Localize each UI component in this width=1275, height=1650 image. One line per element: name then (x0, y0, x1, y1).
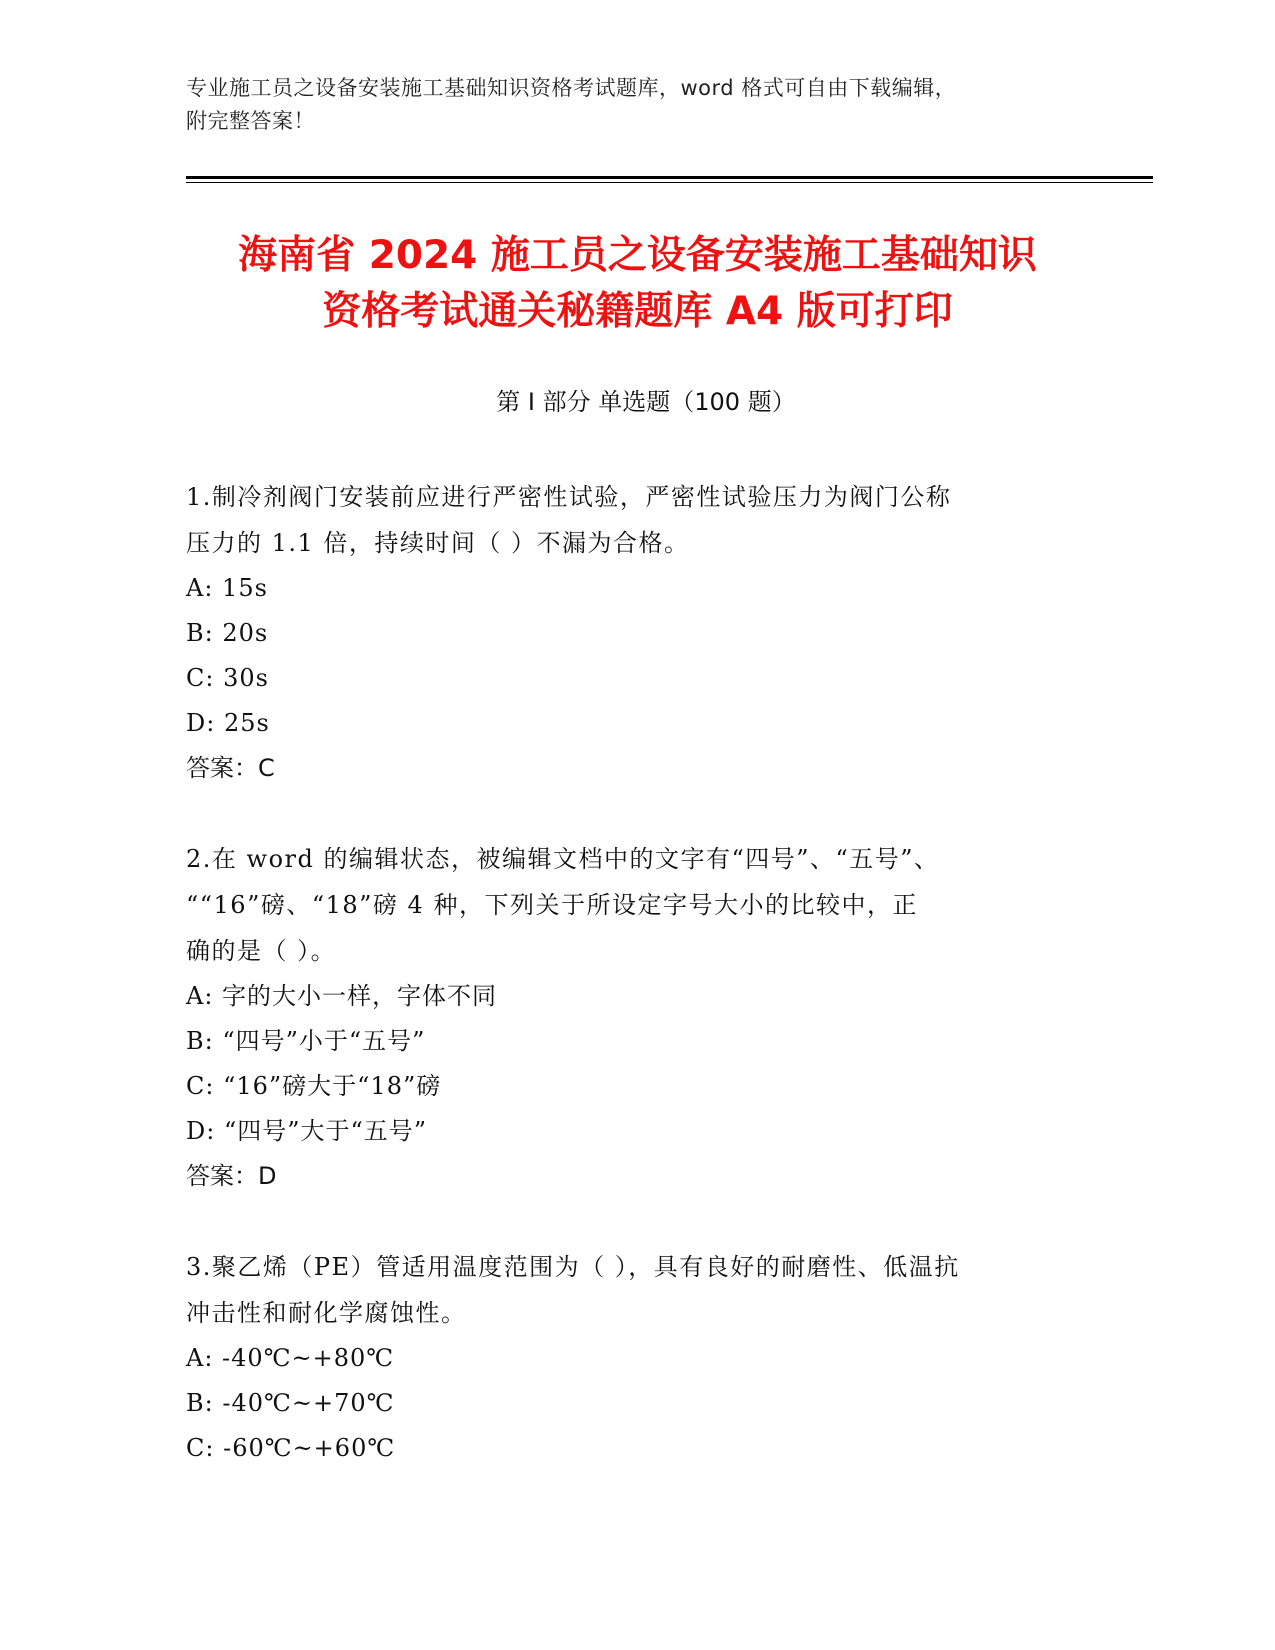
option-d: D: 25s (186, 709, 270, 737)
question-stem: 1.制冷剂阀门安装前应进行严密性试验，严密性试验压力为阀门公称 (186, 483, 952, 511)
question-stem: 2.在 word 的编辑状态，被编辑文档中的文字有“四号”、“五号”、 (186, 845, 940, 873)
answer: 答案：D (186, 1162, 277, 1190)
header-note (186, 72, 1106, 138)
option-a: A: 字的大小一样，字体不同 (186, 982, 498, 1010)
header-divider-thick (186, 176, 1153, 179)
header-note-line: 专业施工员之设备安装施工基础知识资格考试题库，word 格式可自由下载编辑， (186, 76, 957, 100)
question-stem: ““16”磅、“18”磅 4 种，下列关于所设定字号大小的比较中，正 (186, 891, 918, 919)
question-stem: 3.聚乙烯（PE）管适用温度范围为（ ），具有良好的耐磨性、低温抗 (186, 1253, 960, 1281)
header-divider-thin (186, 182, 1153, 183)
section-title: 第 I 部分 单选题（100 题） (496, 388, 796, 416)
question-list (186, 474, 1086, 1516)
option-d: D: “四号”大于“五号” (186, 1117, 428, 1145)
question-stem: 确的是（ ）。 (186, 937, 337, 965)
option-c: C: 30s (186, 664, 269, 692)
question-2 (186, 836, 1086, 1199)
option-b: B: “四号”小于“五号” (186, 1027, 426, 1055)
question-1 (186, 474, 1086, 791)
answer: 答案：C (186, 754, 275, 782)
document-title-line: 海南省 2024 施工员之设备安装施工基础知识 (238, 233, 1037, 278)
question-stem: 冲击性和耐化学腐蚀性。 (186, 1299, 467, 1327)
option-c: C: -60℃~+60℃ (186, 1434, 396, 1462)
option-a: A: 15s (186, 574, 268, 602)
option-b: B: -40℃~+70℃ (186, 1389, 395, 1417)
question-3 (186, 1244, 1086, 1471)
option-b: B: 20s (186, 619, 269, 647)
option-a: A: -40℃~+80℃ (186, 1344, 395, 1372)
document-title-line: 资格考试通关秘籍题库 A4 版可打印 (322, 289, 953, 334)
option-c: C: “16”磅大于“18”磅 (186, 1072, 442, 1100)
document-title (140, 228, 1135, 340)
header-note-line: 附完整答案！ (186, 109, 315, 133)
question-stem: 压力的 1.1 倍，持续时间（ ）不漏为合格。 (186, 529, 690, 557)
